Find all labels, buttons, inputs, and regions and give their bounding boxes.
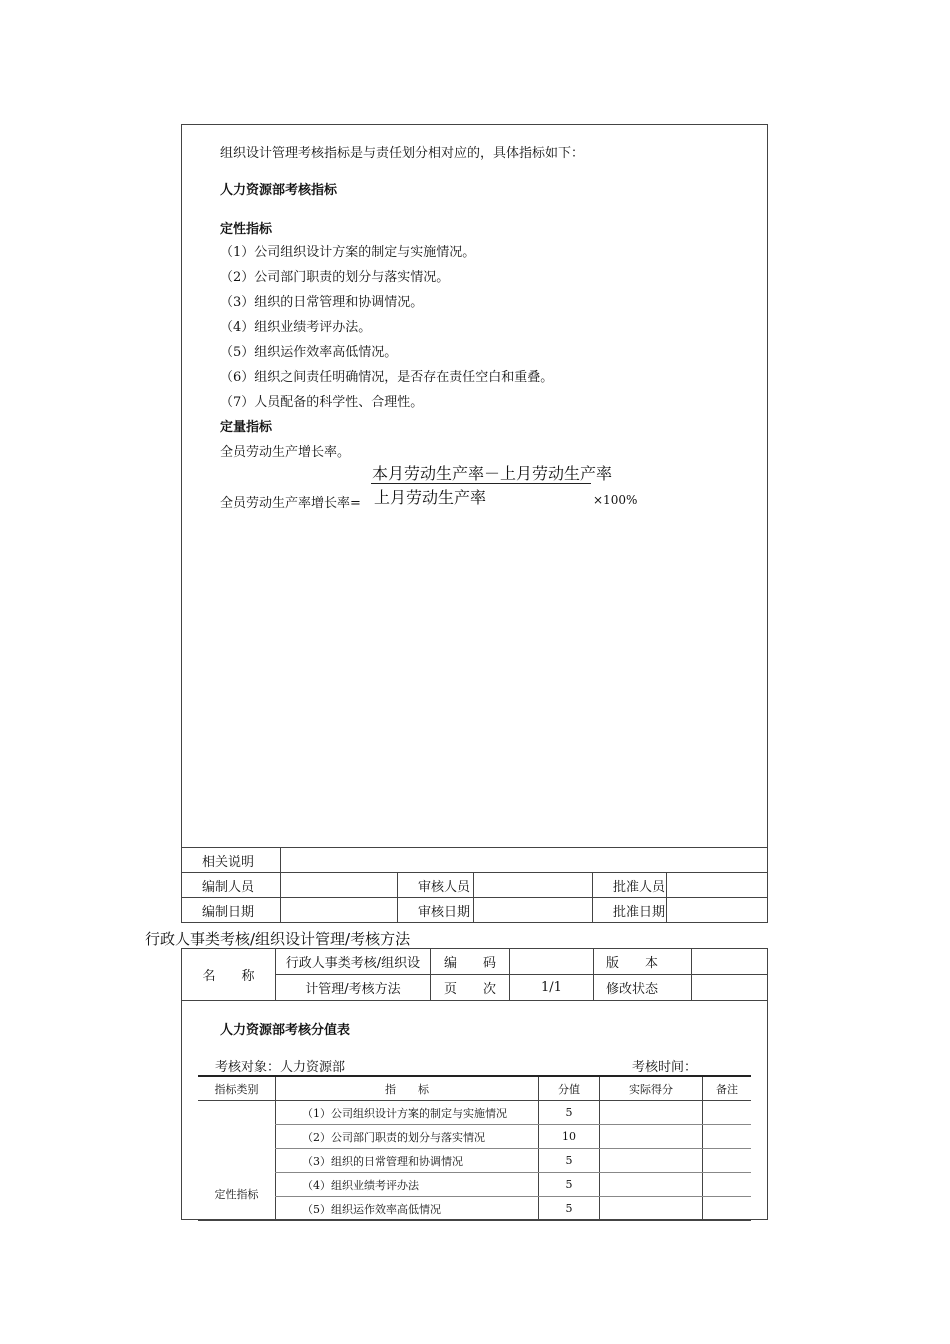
- qual-item: （7）人员配备的科学性、合理性。: [220, 395, 424, 410]
- col-header: 指标类别: [198, 1076, 276, 1101]
- remark-cell[interactable]: [703, 1149, 752, 1173]
- notes-field[interactable]: [281, 848, 768, 873]
- code-field[interactable]: [510, 949, 594, 975]
- category-cell: 定性指标: [198, 1101, 276, 1221]
- approve-date-label: 批准日期: [593, 898, 667, 923]
- time-label: 考核时间：: [632, 1060, 698, 1075]
- indicator-cell: （4）组织业绩考评办法: [276, 1173, 539, 1197]
- target-label: 考核对象：人力资源部: [215, 1060, 346, 1075]
- quant-heading: 定量指标: [220, 420, 273, 435]
- approver-label: 批准人员: [593, 873, 667, 898]
- table-row: [198, 1149, 751, 1173]
- table-row: [198, 1197, 751, 1221]
- actual-score-cell[interactable]: [600, 1149, 703, 1173]
- name-label: 名 称: [182, 949, 276, 1001]
- formula-lhs: 全员劳动生产率增长率=: [220, 496, 361, 511]
- col-header: 指 标: [276, 1076, 539, 1101]
- name-value-line1: 行政人事类考核/组织设: [276, 949, 431, 975]
- editor-field[interactable]: [281, 873, 398, 898]
- score-cell: 5: [539, 1101, 600, 1125]
- score-cell: 10: [539, 1125, 600, 1149]
- qual-item: （1）公司组织设计方案的制定与实施情况。: [220, 245, 476, 260]
- indicator-cell: （1）公司组织设计方案的制定与实施情况: [276, 1101, 539, 1125]
- page-value: 1/1: [510, 975, 594, 1001]
- score-table: [198, 1075, 751, 1221]
- revision-field[interactable]: [692, 975, 768, 1001]
- review-date-label: 审核日期: [398, 898, 474, 923]
- page-label: 页 次: [431, 975, 510, 1001]
- score-cell: 5: [539, 1149, 600, 1173]
- signature-table: [181, 847, 768, 923]
- table-row: [198, 1173, 751, 1197]
- formula-denominator: 上月劳动生产率: [374, 488, 487, 507]
- intro-text: 组织设计管理考核指标是与责任划分相对应的，具体指标如下：: [220, 146, 585, 161]
- editor-label: 编制人员: [182, 873, 281, 898]
- revision-label: 修改状态: [594, 975, 692, 1001]
- col-header: 实际得分: [600, 1076, 703, 1101]
- table-row: [198, 1125, 751, 1149]
- score-cell: 5: [539, 1173, 600, 1197]
- actual-score-cell[interactable]: [600, 1125, 703, 1149]
- actual-score-cell[interactable]: [600, 1101, 703, 1125]
- remark-cell[interactable]: [703, 1101, 752, 1125]
- qual-item: （3）组织的日常管理和协调情况。: [220, 295, 424, 310]
- version-field[interactable]: [692, 949, 768, 975]
- formula-fraction-bar: [371, 483, 591, 484]
- doc-header-table: [181, 948, 768, 1001]
- indicator-cell: （5）组织运作效率高低情况: [276, 1197, 539, 1221]
- formula-numerator: 本月劳动生产率－上月劳动生产率: [372, 464, 613, 483]
- version-label: 版 本: [594, 949, 692, 975]
- indicator-cell: （2）公司部门职责的划分与落实情况: [276, 1125, 539, 1149]
- qual-item: （6）组织之间责任明确情况，是否存在责任空白和重叠。: [220, 370, 554, 385]
- table-row: [198, 1101, 751, 1125]
- qual-item: （5）组织运作效率高低情况。: [220, 345, 398, 360]
- table-title: 人力资源部考核分值表: [220, 1023, 351, 1038]
- quant-item: 全员劳动生产增长率。: [220, 445, 351, 460]
- col-header: 备注: [703, 1076, 752, 1101]
- reviewer-field[interactable]: [474, 873, 593, 898]
- code-label: 编 码: [431, 949, 510, 975]
- score-cell: 5: [539, 1197, 600, 1221]
- actual-score-cell[interactable]: [600, 1173, 703, 1197]
- actual-score-cell[interactable]: [600, 1197, 703, 1221]
- edit-date-field[interactable]: [281, 898, 398, 923]
- remark-cell[interactable]: [703, 1173, 752, 1197]
- reviewer-label: 审核人员: [398, 873, 474, 898]
- approve-date-field[interactable]: [667, 898, 768, 923]
- qual-item: （2）公司部门职责的划分与落实情况。: [220, 270, 450, 285]
- edit-date-label: 编制日期: [182, 898, 281, 923]
- review-date-field[interactable]: [474, 898, 593, 923]
- formula-multiplier: ×100%: [593, 493, 638, 507]
- qual-item: （4）组织业绩考评办法。: [220, 320, 372, 335]
- qual-heading: 定性指标: [220, 222, 273, 237]
- notes-label: 相关说明: [182, 848, 281, 873]
- indicator-cell: （3）组织的日常管理和协调情况: [276, 1149, 539, 1173]
- section-title: 行政人事类考核/组织设计管理/考核方法: [145, 930, 411, 948]
- name-value-line2: 计管理/考核方法: [276, 975, 431, 1001]
- approver-field[interactable]: [667, 873, 768, 898]
- col-header: 分值: [539, 1076, 600, 1101]
- remark-cell[interactable]: [703, 1125, 752, 1149]
- dept-heading: 人力资源部考核指标: [220, 183, 338, 198]
- remark-cell[interactable]: [703, 1197, 752, 1221]
